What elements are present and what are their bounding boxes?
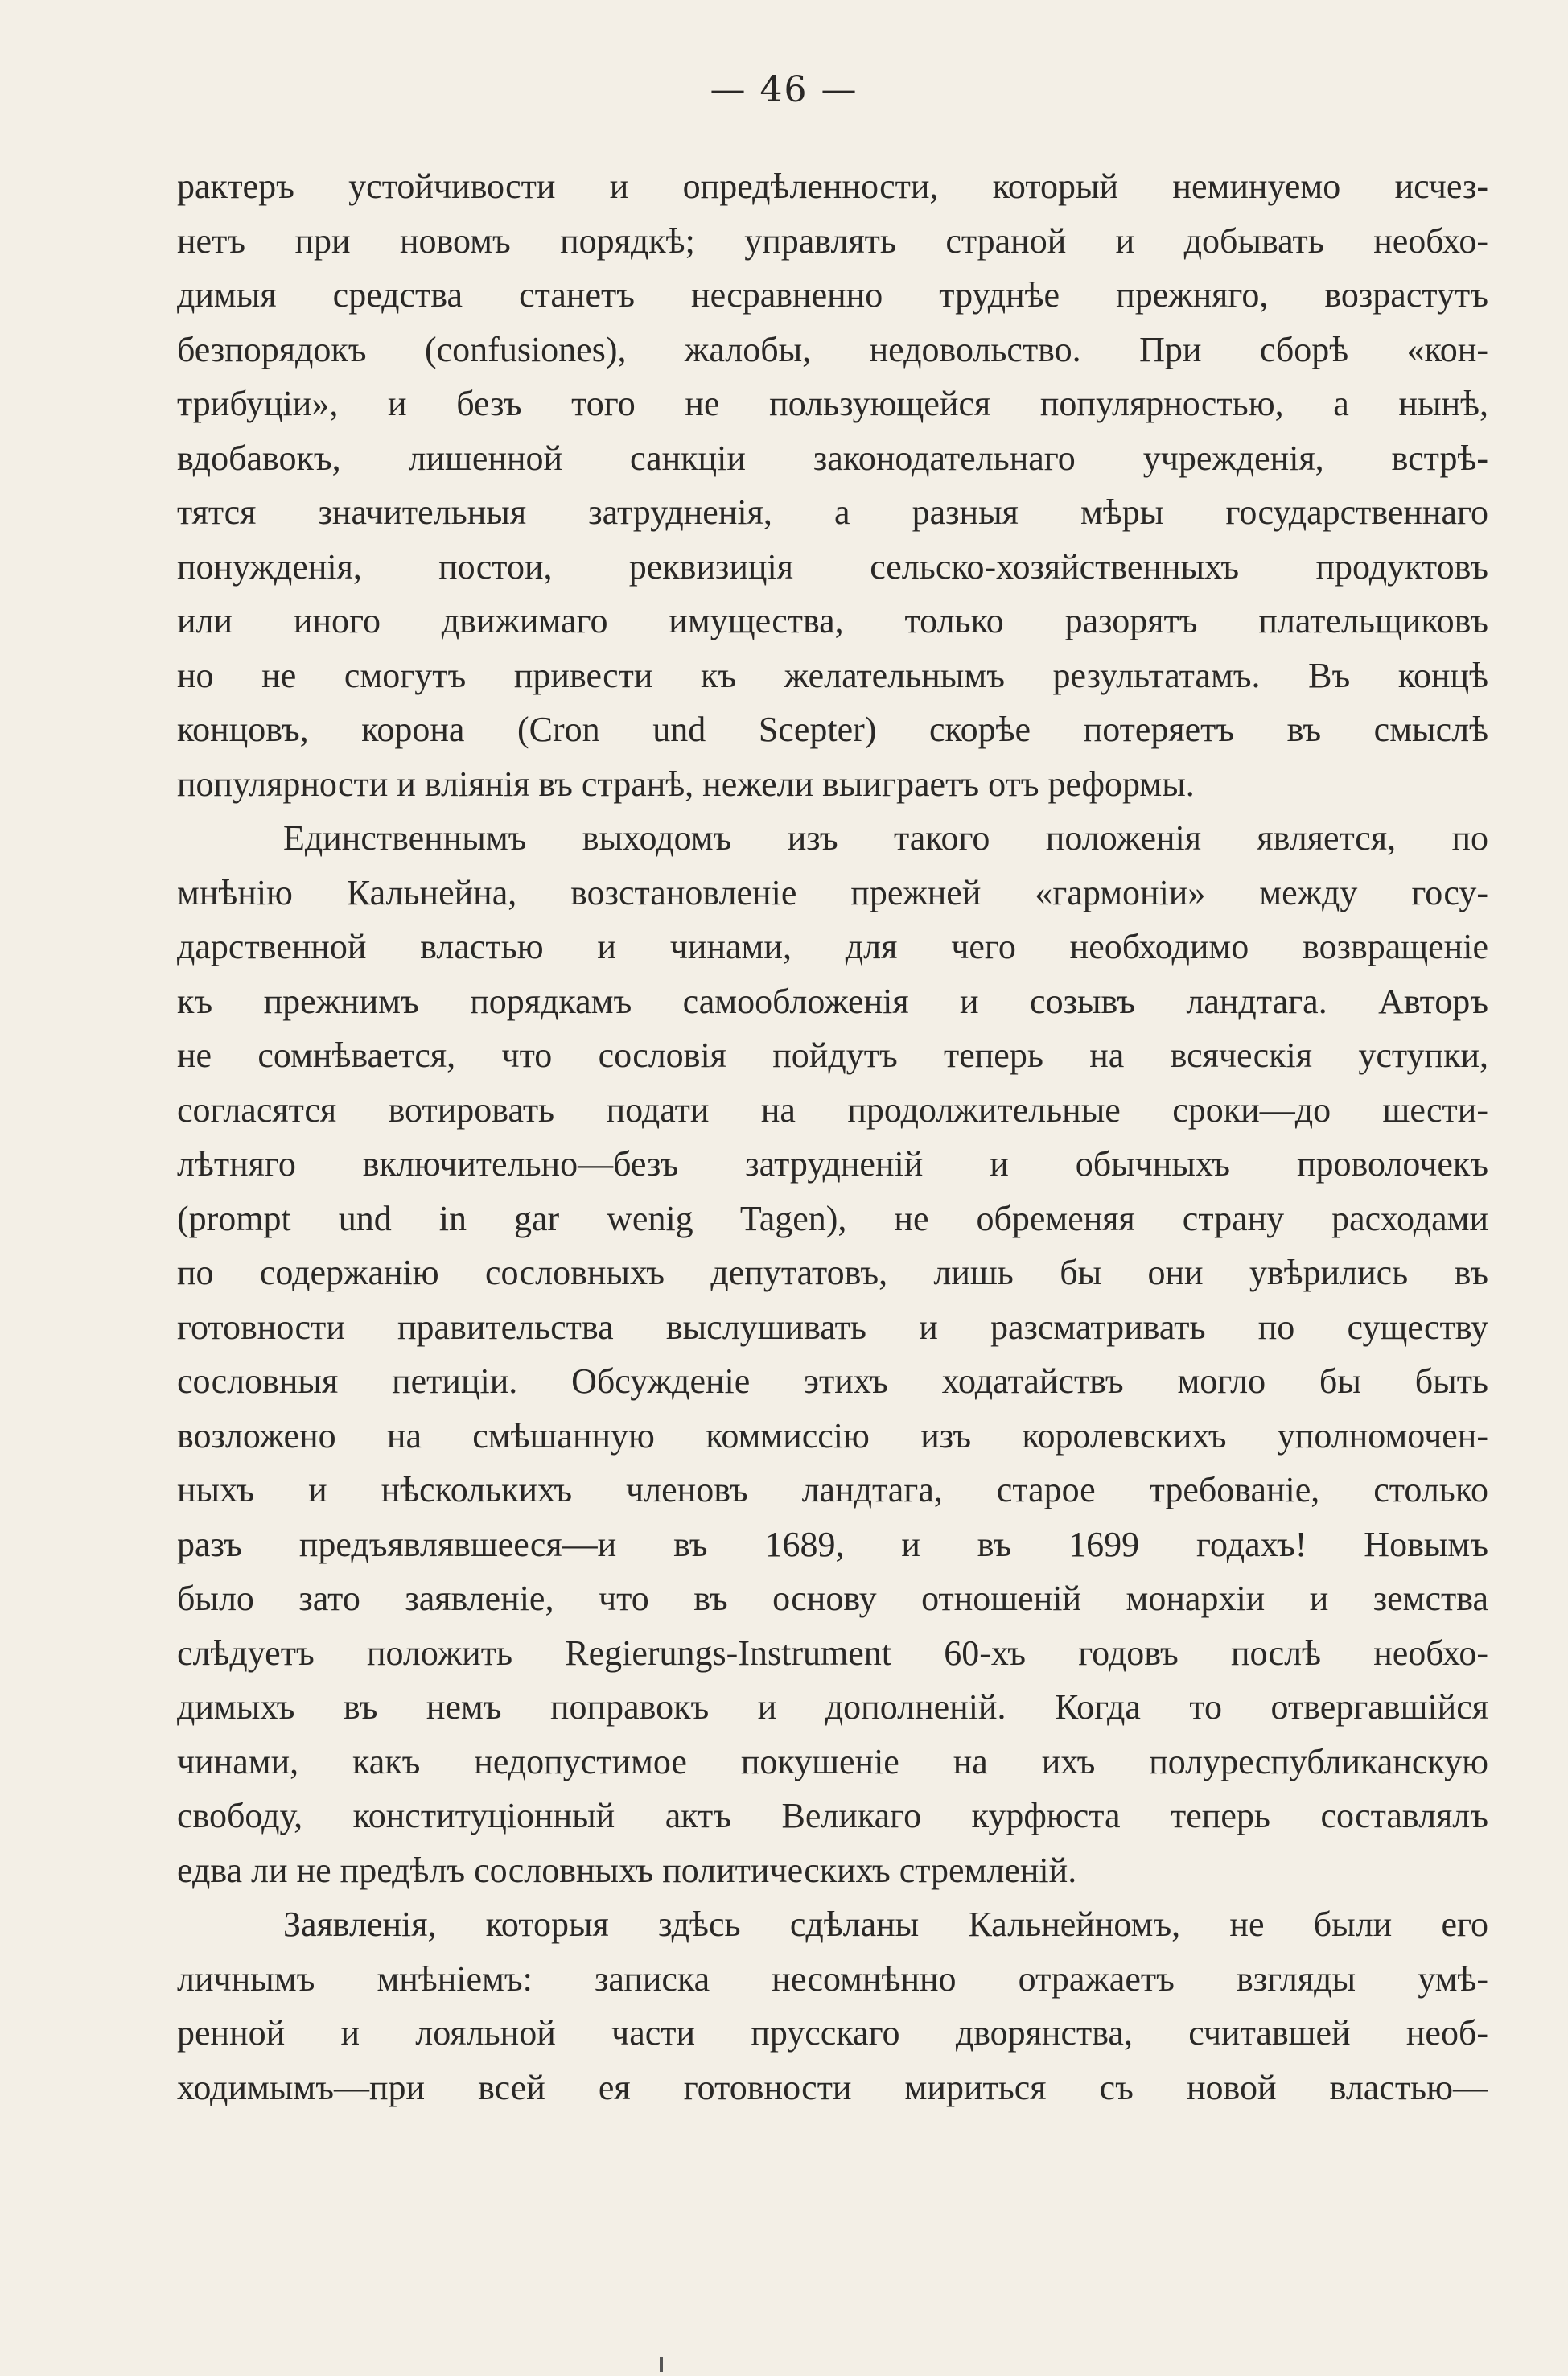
text-line: (prompt und in gar wenig Tagen), не обременяя страну расходами [177,1198,1488,1238]
text-line: готовности правительства выслушивать и разсматривать по существу [177,1307,1488,1347]
text-line: по содержанію сословныхъ депутатовъ, лишь бы они увѣрились въ [177,1253,1488,1292]
text-line: не сомнѣвается, что сословія пойдутъ теперь на всяческія уступки, [177,1036,1488,1075]
paragraph [177,159,1488,811]
page-number: — 46 — [710,69,858,110]
text-line: рактеръ устойчивости и опредѣленности, который неминуемо исчез- [177,167,1488,206]
text-line: согласятся вотировать подати на продолжительные сроки—до шести- [177,1089,1488,1130]
text-line: димыя средства станетъ несравненно труднѣе прежняго, возрастутъ [177,275,1488,315]
text-line: слѣдуетъ положить Regierungs-Instrument 60-хъ годовъ послѣ необхо- [177,1633,1488,1673]
text-line: къ прежнимъ порядкамъ самообложенія и созывъ ландтага. Авторъ [177,981,1488,1021]
text-line: свободу, конституціонный актъ Великаго курфюста теперь составлялъ [177,1796,1488,1835]
text-line: тятся значительныя затрудненія, а разныя мѣры государственнаго [177,492,1488,532]
text-line: Единственнымъ выходомъ изъ такого положенія является, по [283,818,1488,858]
text-line: нетъ при новомъ порядкѣ; управлять страной и добывать необхо- [177,220,1488,261]
text-line: трибуціи», и безъ того не пользующейся популярностью, а нынѣ, [177,384,1488,423]
text-line: мнѣнію Кальнейна, возстановленіе прежней «гармоніи» между госу- [177,872,1488,912]
text-line: было зато заявленіе, что въ основу отношеній монархіи и земства [177,1579,1488,1618]
text-line: сословныя петиціи. Обсужденіе этихъ ходатайствъ могло бы быть [177,1361,1488,1401]
text-line: димыхъ въ немъ поправокъ и дополненій. Когда то отвергавшійся [177,1687,1488,1727]
text-line: безпорядокъ (confusiones), жалобы, недовольство. При сборѣ «кон- [177,329,1488,369]
text-line: понужденія, постои, реквизиція сельско-хозяйственныхъ продуктовъ [177,546,1488,587]
text-line: ренной и лояльной части прусскаго дворянства, считавшей необ- [177,2013,1488,2053]
text-line: возложено на смѣшанную коммиссію изъ королевскихъ уполномочен- [177,1415,1488,1456]
text-line: дарственной властью и чинами, для чего необходимо возвращеніе [177,927,1488,966]
text-line: чинами, какъ недопустимое покушеніе на ихъ полуреспубликанскую [177,1741,1488,1781]
body-text [177,159,1488,2115]
text-line: популярности и вліянія въ странѣ, нежели выиграетъ отъ реформы. [177,764,1195,804]
page-mark [660,2357,663,2372]
text-line: личнымъ мнѣніемъ: записка несомнѣнно отражаетъ взгляды умѣ- [177,1958,1488,1999]
text-line: но не смогутъ привести къ желательнымъ результатамъ. Въ концѣ [177,655,1488,695]
text-line: или иного движимаго имущества, только разорятъ плательщиковъ [177,601,1488,640]
text-line: вдобавокъ, лишенной санкціи законодательнаго учрежденія, встрѣ- [177,438,1488,478]
paragraph [177,811,1488,1897]
text-line: Заявленія, которыя здѣсь сдѣланы Кальнейномъ, не были его [283,1905,1488,1944]
text-line: разъ предъявлявшееся—и въ 1689, и въ 1699 годахъ! Новымъ [177,1524,1488,1564]
text-line: концовъ, корона (Cron und Scepter) скорѣе потеряетъ въ смыслѣ [177,710,1488,749]
text-line: лѣтняго включительно—безъ затрудненій и обычныхъ проволочекъ [177,1144,1488,1184]
text-line: едва ли не предѣлъ сословныхъ политическихъ стремленій. [177,1850,1077,1890]
text-line: ходимымъ—при всей ея готовности мириться съ новой властью— [177,2067,1488,2107]
paragraph [177,1897,1488,2115]
text-line: ныхъ и нѣсколькихъ членовъ ландтага, старое требованіе, столько [177,1470,1488,1509]
